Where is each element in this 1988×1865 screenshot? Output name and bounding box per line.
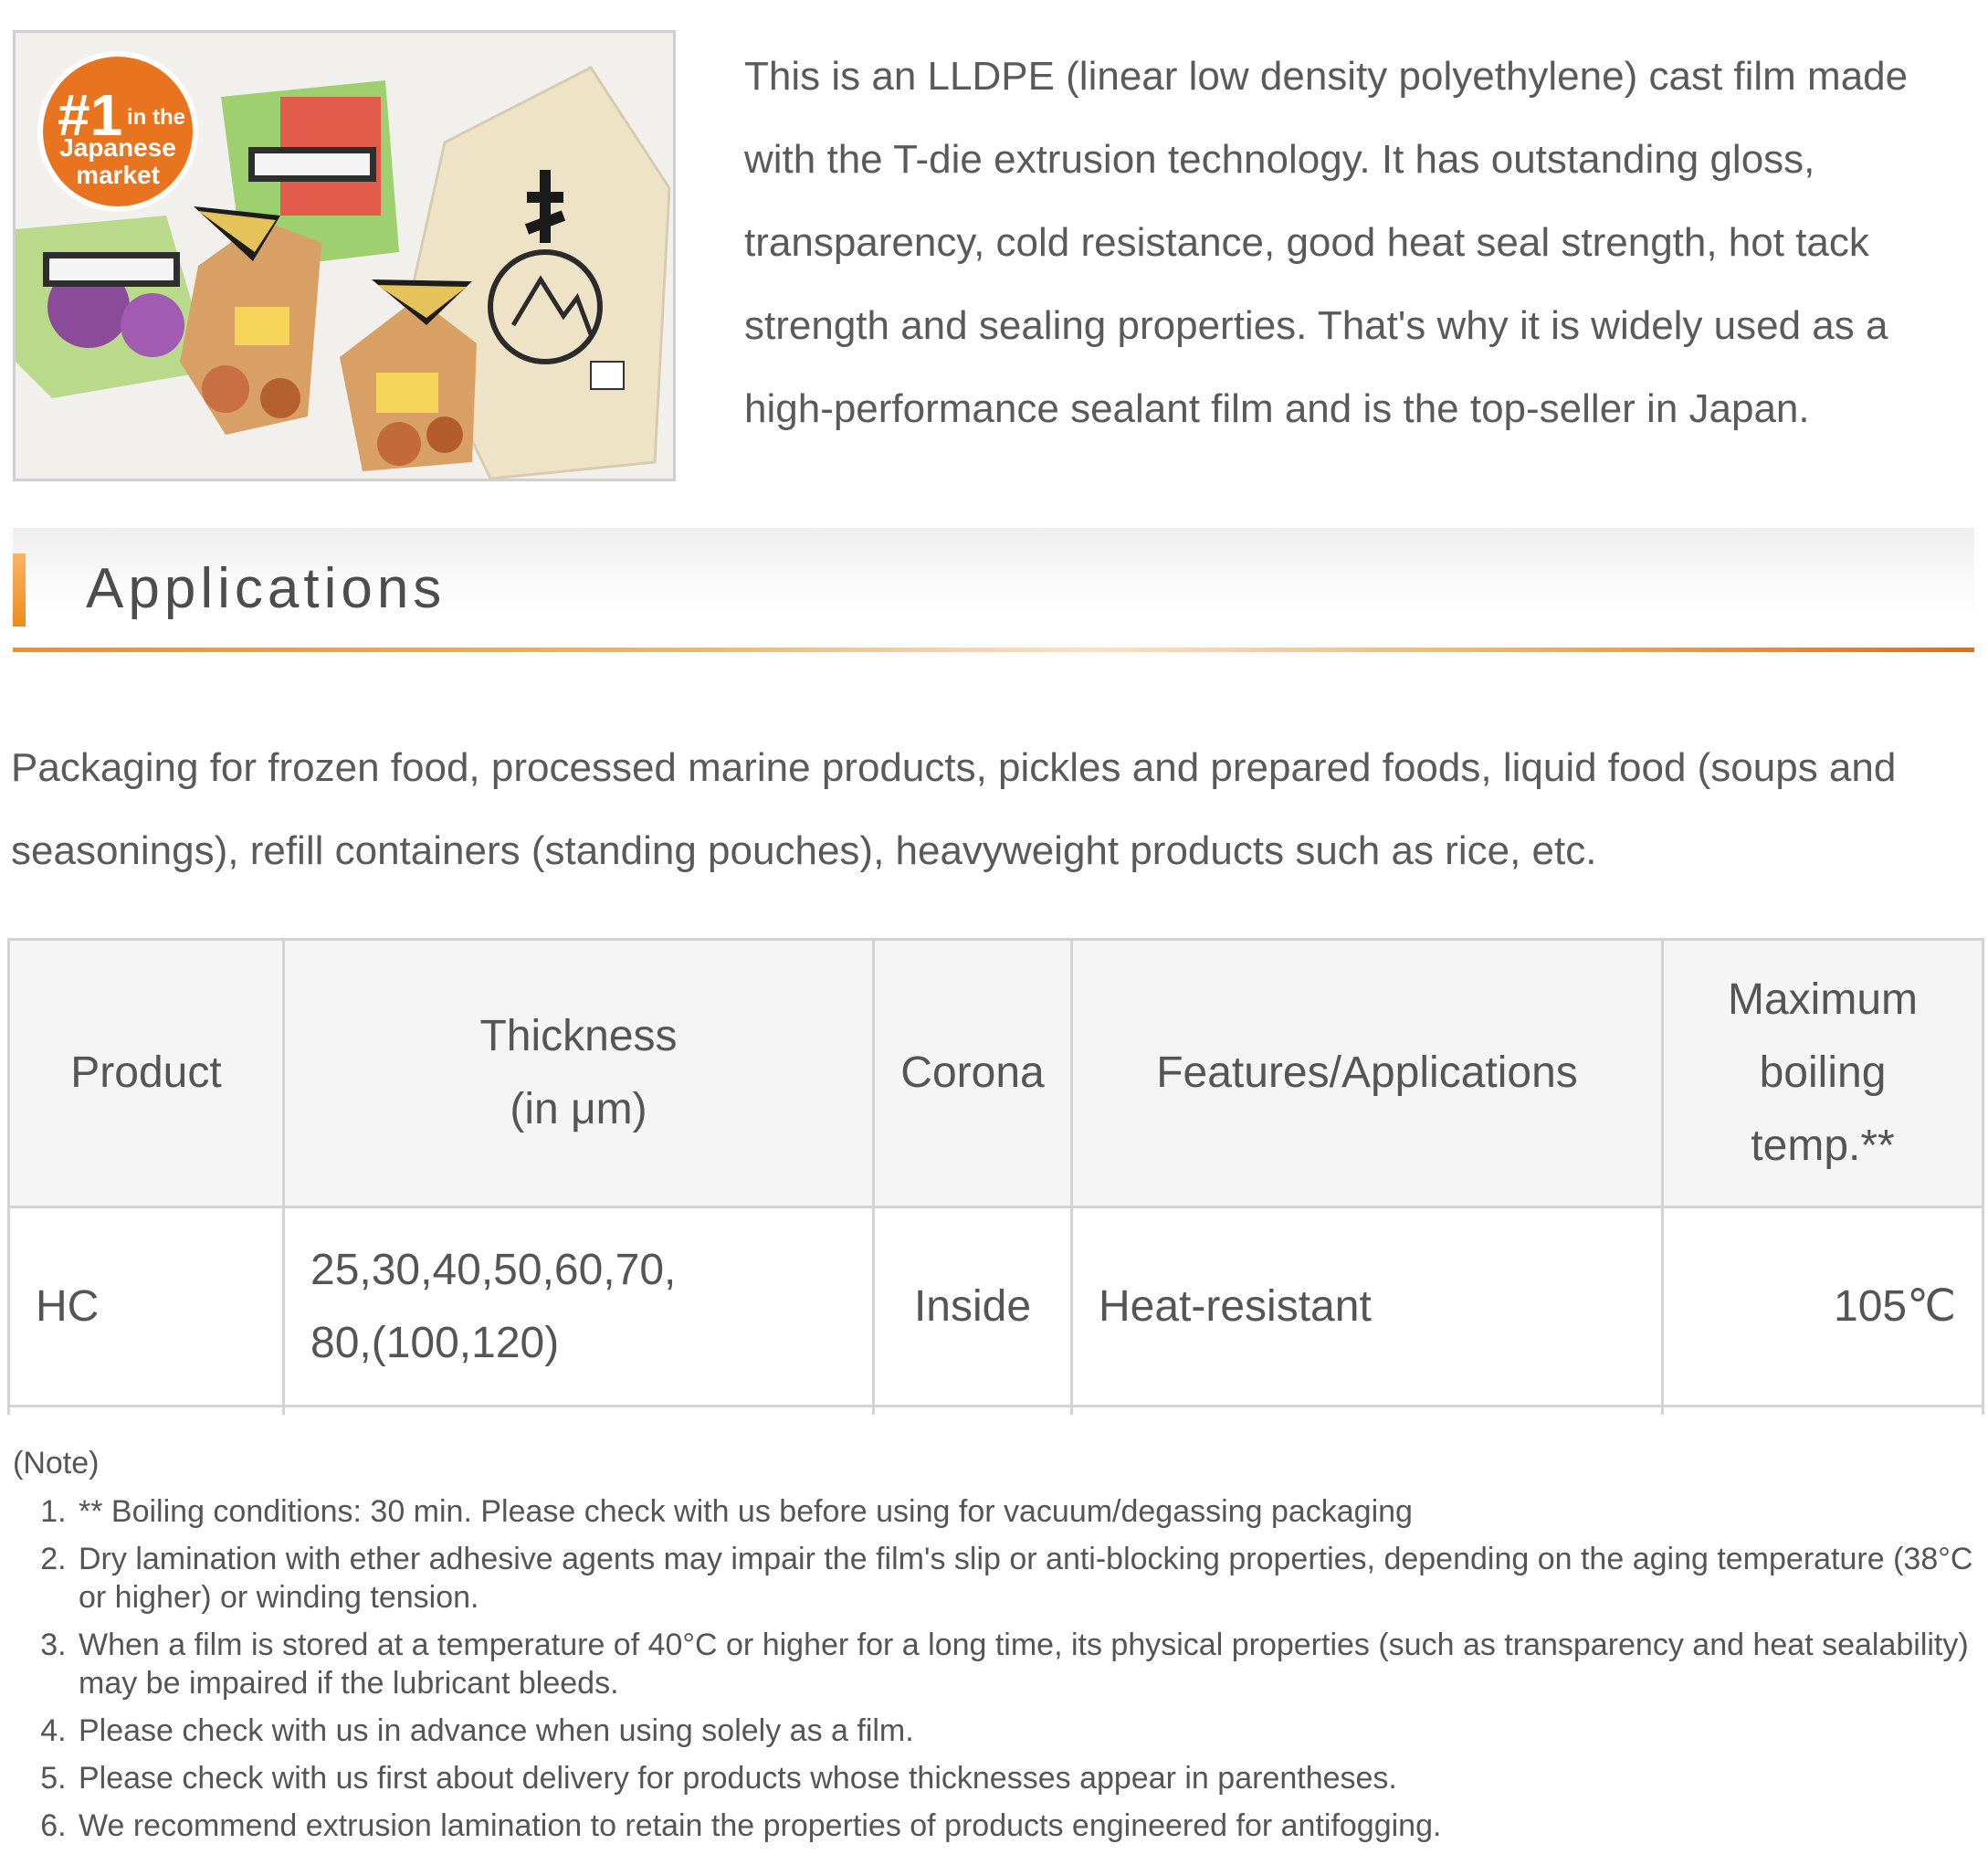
cell-thickness: [284, 1207, 874, 1407]
product-description: This is an LLDPE (linear low density polyethylene) cast film made with the T-die extrusion technology. It has outstanding gloss, transparency, cold resistance, good heat seal strength, hot tack strength and sealing properties. That's why it is widely used as a high-performance sealant film and is the top-seller in Japan.: [744, 54, 1909, 431]
cell-max-boiling-temp: 105℃: [1663, 1207, 1983, 1407]
badge-line-2: Japanese: [59, 133, 176, 162]
cell-corona: Inside: [874, 1207, 1072, 1407]
product-photo-illustration: [16, 33, 673, 479]
badge-rank: #1: [58, 82, 123, 148]
badge-line-1: in the: [127, 105, 185, 130]
cutoff-cell: [874, 1407, 1072, 1416]
cell-features: Heat-resistant: [1072, 1207, 1663, 1407]
note-item: 3. When a film is stored at a temperature of 40°C or higher for a long time, its physical properties (such as transparency and heat sealability) may be impaired if the lubricant bleeds.: [75, 1626, 1976, 1702]
column-header-max-boiling-temp: Maximum boiling temp.**: [1663, 940, 1983, 1207]
product-photo: [13, 30, 676, 481]
cutoff-cell: [9, 1407, 284, 1416]
heading-underline: [13, 648, 1974, 652]
column-header-corona: Corona: [874, 940, 1072, 1207]
table-row-cutoff: [9, 1407, 1983, 1416]
notes-title: (Note): [13, 1446, 100, 1480]
note-item: 6. We recommend extrusion lamination to retain the properties of products engineered for antifogging.: [75, 1807, 1976, 1845]
applications-description: Packaging for frozen food, processed marine products, pickles and prepared foods, liquid food (soups and seasonings), refill containers (standing pouches), heavyweight products such as rice, etc.: [11, 745, 1897, 873]
applications-section-header: [13, 528, 1974, 652]
table-row: [9, 1207, 1983, 1407]
notes-list: [13, 1492, 1976, 1845]
thickness-line-1: 25,30,40,50,60,70,: [310, 1245, 677, 1294]
note-item: 5. Please check with us first about delivery for products whose thicknesses appear in parentheses.: [75, 1759, 1976, 1797]
cutoff-cell: [1663, 1407, 1983, 1416]
cutoff-cell: [1072, 1407, 1663, 1416]
column-header-product: Product: [9, 940, 284, 1207]
badge-line-3: market: [76, 161, 160, 189]
table-header-row: [9, 940, 1983, 1207]
note-item: 2. Dry lamination with ether adhesive agents may impair the film's slip or anti-blocking properties, depending on the aging temperature (38°C or higher) or winding tension.: [75, 1540, 1976, 1617]
note-item: 1. ** Boiling conditions: 30 min. Please check with us before using for vacuum/degassing packaging: [75, 1492, 1976, 1531]
applications-heading: Applications: [86, 557, 447, 620]
column-header-features: Features/Applications: [1072, 940, 1663, 1207]
heading-accent-bar: [13, 553, 26, 627]
product-spec-table: [7, 938, 1984, 1415]
thickness-line-2: 80,(100,120): [310, 1318, 560, 1367]
cell-product: HC: [9, 1207, 284, 1407]
cutoff-cell: [284, 1407, 874, 1416]
number-one-badge: [37, 51, 198, 212]
note-item: 4. Please check with us in advance when using solely as a film.: [75, 1712, 1976, 1750]
notes-section: [13, 1440, 1976, 1854]
column-header-thickness: Thickness (in μm): [284, 940, 874, 1207]
